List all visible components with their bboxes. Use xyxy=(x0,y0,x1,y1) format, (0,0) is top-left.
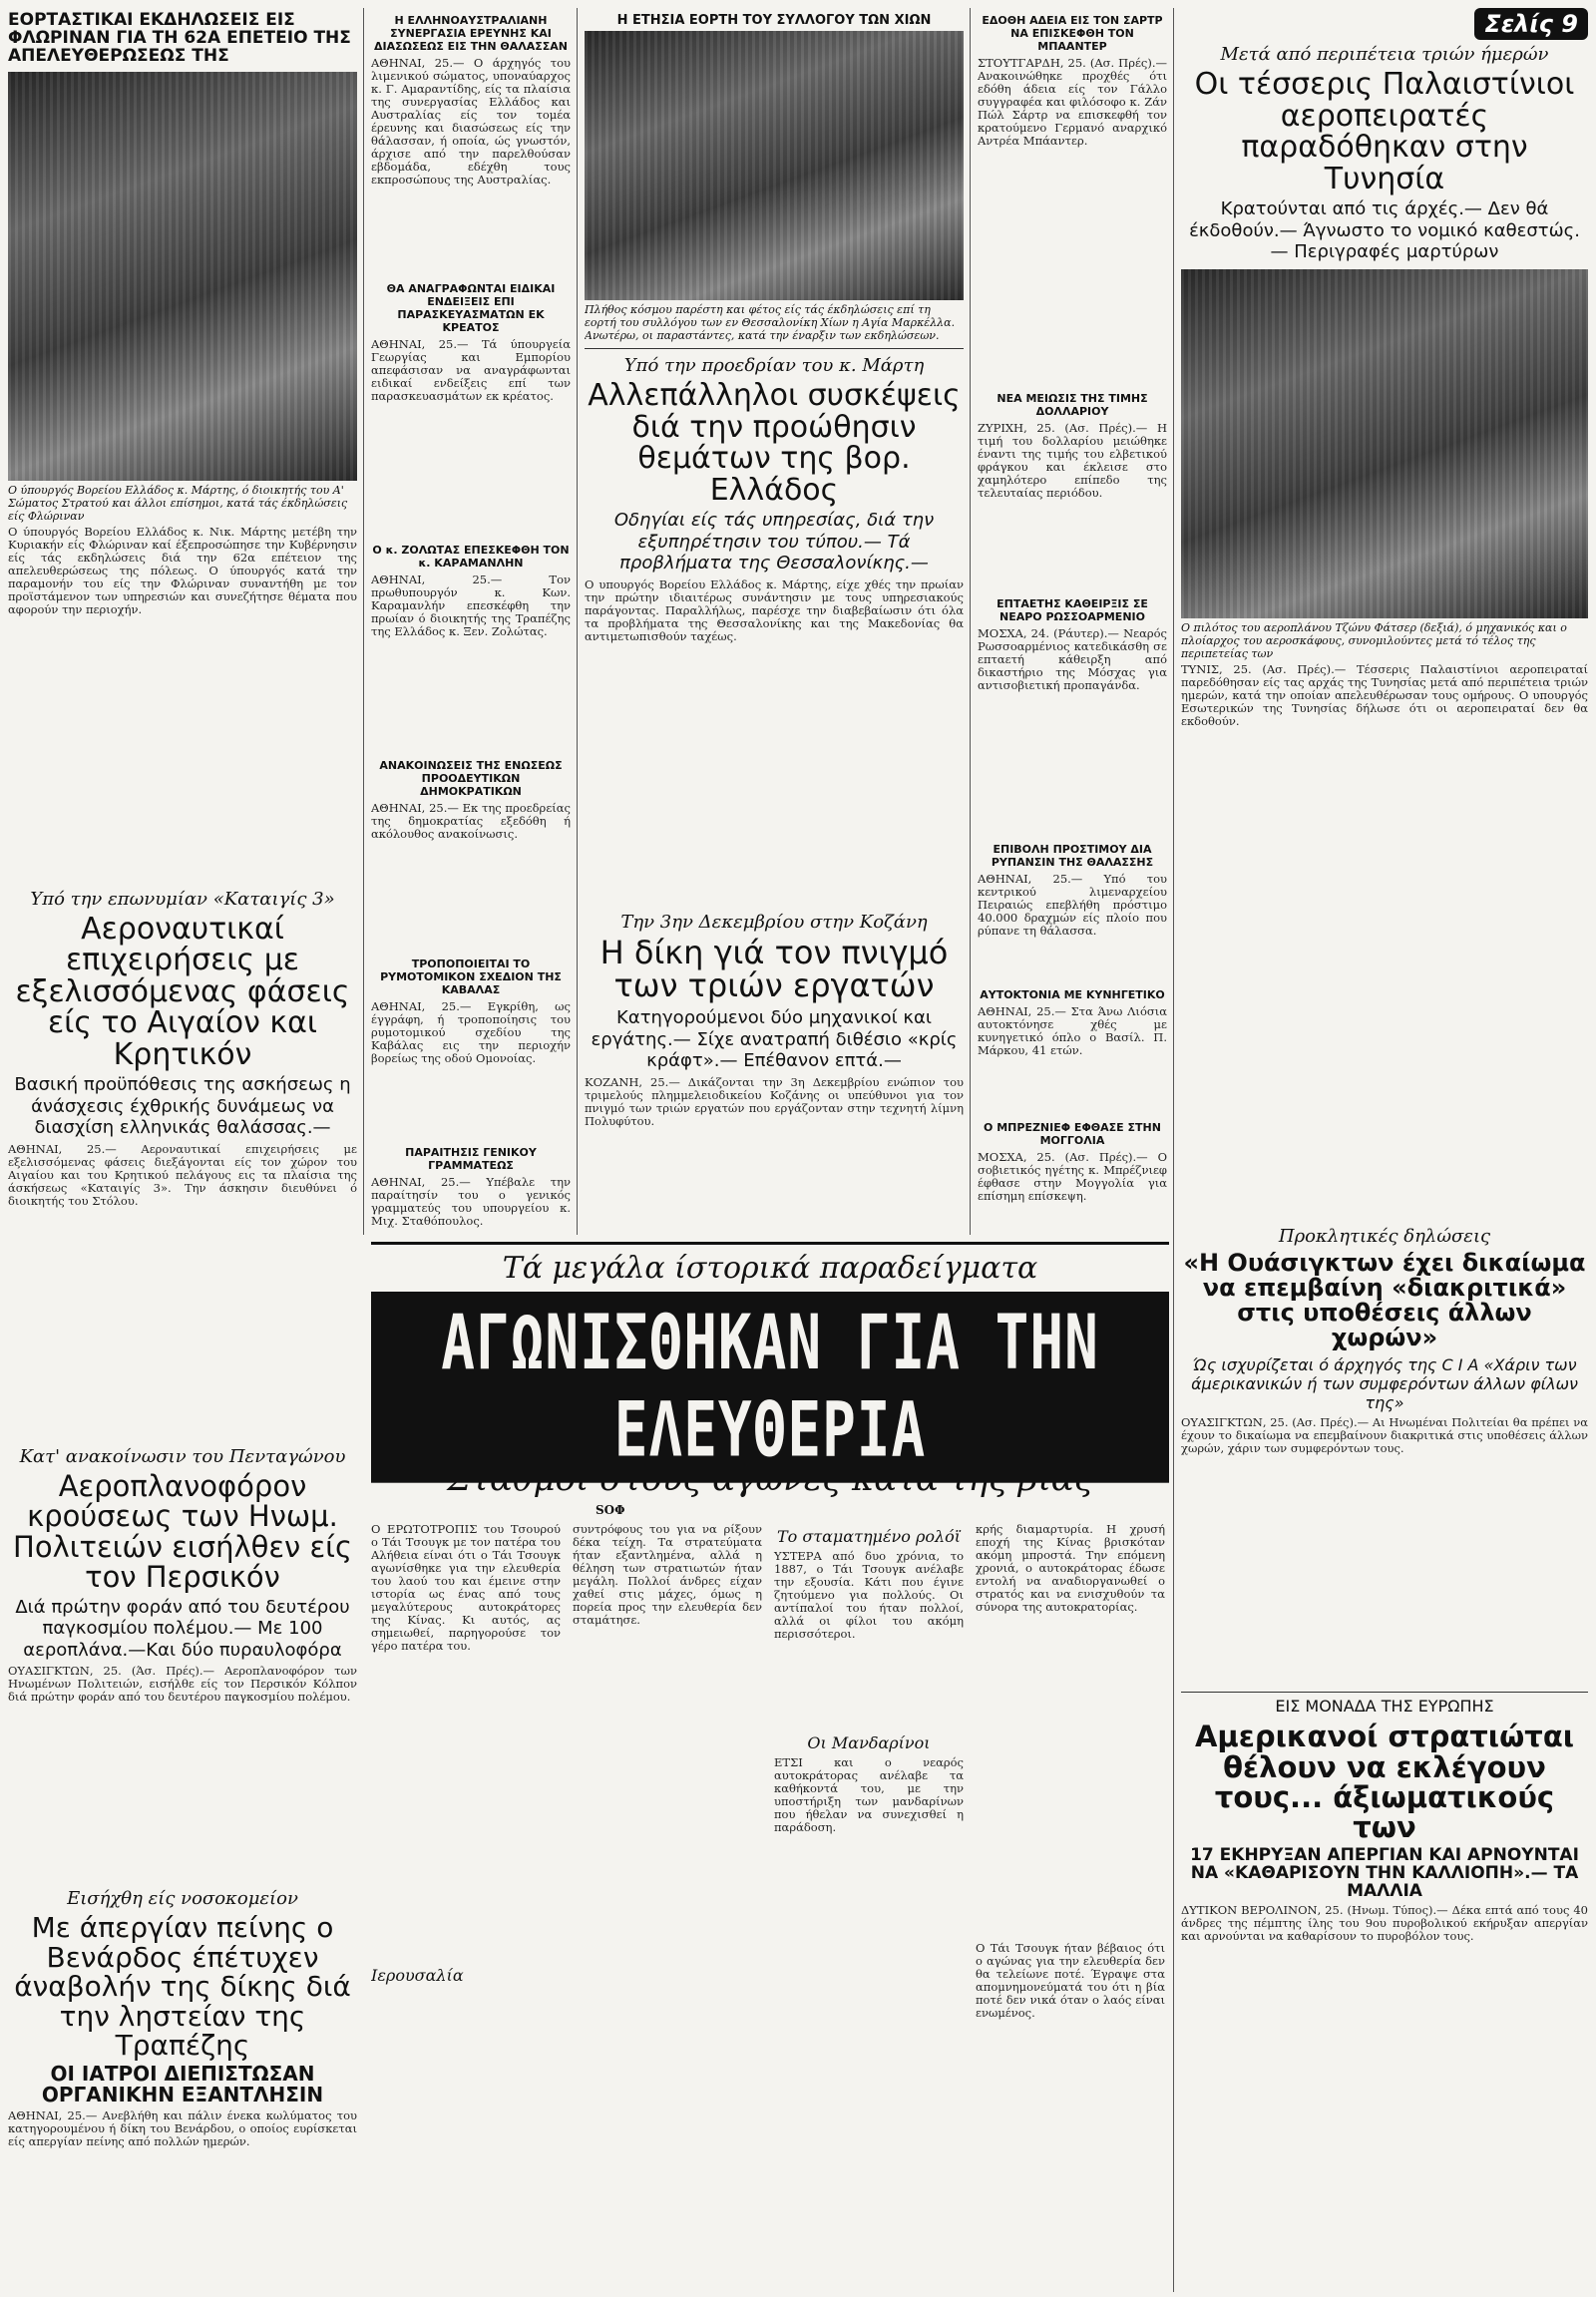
zolotas-heading: Ο κ. ΖΟΛΩΤΑΣ ΕΠΕΣΚΕΦΘΗ ΤΟΝ κ. ΚΑΡΑΜΑΝΛΗΝ xyxy=(372,544,570,570)
banner-jerusalem-sub: Ιερουσαλία xyxy=(371,1966,464,1985)
dollar-body: ΖΥΡΙΧΗ, 25. (Ασ. Πρές).— Η τιμή του δολλαρίου μειώθηκε έναντι της τιμής του ελβετικού φράγκου και έκλεισε στο χαμηλότερο επίπεδο της τελευταίας περιόδου. xyxy=(978,421,1167,500)
meat-products-body: ΑΘΗΝΑΙ, 25.— Τά ύπουργεία Γεωργίας και Εμπορίου απεφάσισαν να αναγράφωνται ειδικαί ενδείξεις επί των παρασκευασμάτων εκ κρέατος. xyxy=(371,337,571,403)
cia-article-body: ΟΥΑΣΙΓΚΤΩΝ, 25. (Ασ. Πρές).— Αι Ηνωμέναι Πολιτείαι θα πρέπει να έχουν το δικαίωμα να επεμβαίνουν διακριτικά στις υποθέσεις άλλων χωρών, χάριν των συμφερόντων τους. xyxy=(1181,1415,1588,1456)
pentagon-kicker: Κατ' ανακοίνωσιν του Πενταγώνου xyxy=(19,1445,346,1467)
carrier-article-body: ΟΥΑΣΙΓΚΤΩΝ, 25. (Άσ. Πρές).— Αεροπλανοφόρον των Ηνωμένων Πολιτειών, εισήλθε είς τον Περσικόν Κόλπον διά πρώτην φοράν από του δευτέρου παγκοσμίου πολέμου. xyxy=(8,1664,357,1705)
soldiers-article-body: ΔΥΤΙΚΟΝ ΒΕΡΟΛΙΝΟΝ, 25. (Ηνωμ. Τύπος).— Δέκα επτά από τους 40 άνδρες της πέμπτης ίλης του 9ου πυροβολικού εκήρυξαν απεργίαν και αρνούνται να καθαρίσουν το πυροβόλον τους. xyxy=(1181,1903,1588,1944)
column-rule-4 xyxy=(1173,8,1174,2292)
hijack-headline: Οι τέσσερις Παλαιστίνιοι αεροπειρατές παραδόθηκαν στην Τυνησία xyxy=(1194,67,1575,196)
column-2 xyxy=(371,8,571,1235)
pilot-photo-caption: Ο πιλότος του αεροπλάνου Τζώνυ Φάτσερ (δεξιά), ό μηχανικός και ο πλοίαρχος του αεροσκάφους, συνομιλούντες μετά τό τέλος της περιπετείας των xyxy=(1181,620,1567,660)
venardos-article-body: ΑΘΗΝΑΙ, 25.— Ανεβλήθη και πάλιν ένεκα κωλύματος του κατηγορουμένου ή δίκη του Βενάρδου, ο οποίος ευρίσκεται είς απεργίαν πείνης από πολλών ημερών. xyxy=(8,2108,357,2149)
kozani-headline: Η δίκη γιά τον πνιγμό των τριών εργατών xyxy=(599,933,949,1005)
marti-subheadline: Οδηγίαι είς τάς υπηρεσίας, διά την εξυπηρέτησιν του τύπου.— Τά προβλήματα της Θεσσαλονίκης.— xyxy=(613,510,935,574)
banner-column-c2: ΕΤΣΙ και ο νεαρός αυτοκράτορας ανέλαβε τα καθήκοντά του, με την υποστήριξη των μανδαρίνων που ήθελαν να συνεχισθεί η παράδοση. xyxy=(774,1755,964,1834)
kavala-plan-heading: ΤΡΟΠΟΠΟΙΕΙΤΑΙ ΤΟ ΡΥΜΟΤΟΜΙΚΟΝ ΣΧΕΔΙΟΝ ΤΗΣ ΚΑΒΑΛΑΣ xyxy=(380,957,562,996)
zolotas-body: ΑΘΗΝΑΙ, 25.— Τον πρωθυπουργόν κ. Κων. Καραμανλήν επεσκέφθη την πρωίαν ό διοικητής της Τραπέζης της Ελλάδος κ. Ξεν. Ζολώτας. xyxy=(371,573,571,638)
cia-headline: «Η Ουάσιγκτων έχει δικαίωμα να επεμβαίνη «διακριτικά» στις υποθέσεις άλλων χωρών» xyxy=(1183,1248,1586,1352)
cia-subheadline: Ώς ισχυρίζεται ό άρχηγός της C I A «Χάριν των άμερικανικών ή των συμφερόντων άλλων φίλων της» xyxy=(1191,1354,1578,1412)
pollution-fine-body: ΑΘΗΝΑΙ, 25.— Υπό του κεντρικού λιμεναρχείου Πειραιώς επεβλήθη πρόστιμο 40.000 δραχμών είς πλοίο που ρύπανε τη θάλασσα. xyxy=(978,872,1167,938)
brezhnev-body: ΜΟΣΧΑ, 25. (Ασ. Πρές).— Ο σοβιετικός ηγέτης κ. Μπρέζνιεφ έφθασε στην Μογγολία για επίσημη επίσκεψη. xyxy=(978,1150,1167,1203)
banner-byline: SOΦ xyxy=(596,1503,625,1517)
page-badge: Σελίς 9 xyxy=(1474,8,1588,40)
suicide-heading: ΑΥΤΟΚΤΟΝΙΑ ΜΕ ΚΥΝΗΓΕΤΙΚΟ xyxy=(980,988,1165,1001)
kataigis-headline: Αεροναυτικαί επιχειρήσεις με εξελισσόμενας φάσεις είς το Αιγαίον και Κρητικόν xyxy=(15,911,350,1072)
kozani-kicker: Την 3ην Δεκεμβρίου στην Κοζάνη xyxy=(620,911,928,933)
kataigis-kicker: Υπό την επωνυμίαν «Καταιγίς 3» xyxy=(30,888,335,910)
banner-column-a: Ο ΕΡΩΤΟΤΡΟΠΙΣ του Τσουρού ο Τάι Τσουγκ με τον πατέρα του Αλήθεια είναι ότι ο Τάι Τσουγκ αγωνίσθηκε για την ελευθερία του λαού του και έμεινε στην ιστορία ως ένας από τους μεγαλύτερους αυτοκράτορες της Κίνας. Κι αυτός, ας σημειωθεί, παρηγορούσε τον γέρο πατέρα του. xyxy=(371,1522,561,1653)
banner-top-rule xyxy=(371,1242,1169,1245)
marti-article-body: Ο υπουργός Βορείου Ελλάδος κ. Μάρτης, είχε χθές την πρωίαν την πρώτην ιδιαιτέρως συνάντησιν με τους υπηρεσιακούς παράγοντας. Παραλλήλως, παρέσχε την διαβεβαίωσιν ότι όλα τα προβλήματα της Θεσσαλονίκης και της Μακεδονίας θα αντιμετωπισθούν ταχέως. xyxy=(585,576,964,643)
kozani-subheadline: Κατηγορούμενοι δύο μηχανικοί και εργάτης.— Σίχε ανατραπή διθέσιο «κρίς κράφτ».— Επέθανον επτά.— xyxy=(591,1006,958,1072)
florina-photo xyxy=(8,72,357,481)
sartre-body: ΣΤΟΥΤΓΑΡΔΗ, 25. (Ασ. Πρές).— Ανακοινώθηκε προχθές ότι εδόθη άδεια είς τον Γάλλο συγγραφέα και φιλόσοφο κ. Ζάν Πώλ Σάρτρ να επισκεφθή τον κρατούμενο Γερμανό αναρχικό Αντρέα Μπάαντερ. xyxy=(978,56,1167,148)
cia-kicker: Προκλητικές δηλώσεις xyxy=(1278,1225,1491,1247)
brezhnev-heading: Ο ΜΠΡΕΖΝΙΕΦ ΕΦΘΑΣΕ ΣΤΗΝ ΜΟΓΓΟΛΙΑ xyxy=(984,1121,1161,1147)
carrier-headline: Αεροπλανοφόρον κρούσεως των Ηνωμ. Πολιτειών εισήλθεν είς τον Περσικόν xyxy=(13,1468,352,1595)
kavala-plan-body: ΑΘΗΝΑΙ, 25.— Εγκρίθη, ως έγγράφη, ή τροποποίησις του ρυμοτομικού σχεδίου της Καβάλας εις την περιοχήν βορείως της οδού Ομονοίας. xyxy=(371,999,571,1065)
democrats-body: ΑΘΗΝΑΙ, 25.— Εκ της προεδρείας της δημοκρατίας εξεδόθη ή ακόλουθος ανακοίνωσις. xyxy=(371,801,571,841)
banner-column-b: συντρόφους του για να ρίξουν δέκα τείχη. Τα στρατεύματα ήταν εξαντλημένα, αλλά η θέληση των στρατιωτών ήταν μεγάλη. Πολλοί άνδρες είχαν χαθεί στις μάχες, όμως η πορεία προς την ελευθερία δεν σταμάτησε. xyxy=(573,1522,762,1627)
banner-column-d: κρής διαμαρτυρία. Η χρυσή εποχή της Κίνας βρισκόταν ακόμη μπροστά. Την επόμενη χρονιά, ο αυτοκράτορας έδωσε εντολή να αναδιοργανωθεί ο στρατός και να ενισχυθούν τα σύνορα της αυτοκρατορίας. xyxy=(976,1522,1165,1614)
col1-top-heading: ΕΟΡΤΑΣΤΙΚΑΙ ΕΚΔΗΛΩΣΕΙΣ ΕΙΣ ΦΛΩΡΙΝΑΝ ΓΙΑ ΤΗ 62Α ΕΠΕΤΕΙΟ ΤΗΣ ΑΠΕΛΕΥΘΕΡΩΣΕΩΣ ΤΗΣ xyxy=(8,10,351,66)
resignation-heading: ΠΑΡΑΙΤΗΣΙΣ ΓΕΝΙΚΟΥ ΓΡΑΜΜΑΤΕΩΣ xyxy=(405,1146,537,1172)
resignation-body: ΑΘΗΝΑΙ, 25.— Υπέβαλε την παραίτησίν του ο γενικός γραμματεύς του υπουργείου κ. Μιχ. Σταθόπουλος. xyxy=(371,1175,571,1228)
column-rule-1 xyxy=(363,8,364,1235)
banner-mandarins-sub: Οι Μανδαρίνοι xyxy=(807,1733,931,1752)
suicide-body: ΑΘΗΝΑΙ, 25.— Στα Άνω Λιόσια αυτοκτόνησε χθές με κυνηγετικό όπλο ο Βασίλ. Π. Μάρκου, 41 ετών. xyxy=(978,1004,1167,1057)
banner-title: ΑΓΩΝΙΣΘΗΚΑΝ ΓΙΑ ΤΗΝ ΕΛΕΥΘΕΡΙΑ xyxy=(371,1292,1169,1483)
banner-stopped-clock-sub: Το σταματημένο ρολόϊ xyxy=(776,1527,962,1546)
pollution-fine-heading: ΕΠΙΒΟΛΗ ΠΡΟΣΤΙΜΟΥ ΔΙΑ ΡΥΠΑΝΣΙΝ ΤΗΣ ΘΑΛΑΣΣΗΣ xyxy=(991,843,1154,869)
hijack-kicker: Μετά από περιπέτεια τριών ήμερών xyxy=(1220,44,1549,65)
chios-rule xyxy=(585,348,964,349)
florina-photo-caption: Ο ύπουργός Βορείου Ελλάδος κ. Μάρτης, ό διοικητής του Α' Σώματος Στρατού και άλλοι επίσημοι, κατά τάς έκδηλώσεις είς Φλώριναν xyxy=(8,483,348,523)
pilot-photo xyxy=(1181,269,1588,618)
australia-body: ΑΘΗΝΑΙ, 25.— Ο άρχηγός του λιμενικού σώματος, υποναύαρχος κ. Γ. Αμαραντίδης, είς τα πλαίσια της συνεργασίας Ελλάδος και Αυστραλίας είς τον τομέα έρευνης και διασώσεως είς την θάλασσαν, ή οποία, ώς γνωστόν, άρχισε από την παρελθούσαν εβδομάδα, εδέχθη τους εκπροσώπους της Αυστραλίας. xyxy=(371,56,571,187)
banner-column-c: ΥΣΤΕΡΑ από δυο χρόνια, το 1887, ο Τάι Τσουγκ ανέλαβε την εξουσία. Κάτι που έγινε ζητούμενο για πολλούς. Οι αντίπαλοί του ήταν πολλοί, αλλά οι φίλοι του ακόμη περισσότεροι. xyxy=(774,1549,964,1641)
chios-photo xyxy=(585,31,964,300)
banner-kicker: Τά μεγάλα ίστορικά παραδείγματα xyxy=(502,1251,1038,1286)
hospital-kicker: Εισήχθη είς νοσοκομείον xyxy=(67,1888,298,1910)
kataigis-subheadline: Βασική προϋπόθεσις της ασκήσεως η άνάσχεσις έχθρικής δυνάμεως να διασχίση ελληνικάς θαλάσσας.— xyxy=(14,1074,351,1139)
column-3 xyxy=(585,8,964,1235)
europe-unit-kicker: ΕΙΣ ΜΟΝΑΔΑ ΤΗΣ ΕΥΡΩΠΗΣ xyxy=(1181,1692,1588,1716)
hijack-subheadline: Κρατούνται από τις άρχές.— Δεν θά έκδοθούν.— Άγνωστο το νομικό καθεστώς.— Περιγραφές μαρτύρων xyxy=(1189,198,1580,263)
chios-photo-heading: Η ΕΤΗΣΙΑ ΕΟΡΤΗ ΤΟΥ ΣΥΛΛΟΓΟΥ ΤΩΝ ΧΙΩΝ xyxy=(616,13,932,28)
doctors-headline: ΟΙ ΙΑΤΡΟΙ ΔΙΕΠΙΣΤΩΣΑΝ ΟΡΓΑΝΙΚΗΝ ΕΞΑΝΤΛΗΣΙΝ xyxy=(41,2062,324,2107)
column-rule-3 xyxy=(970,8,971,1235)
chios-photo-caption: Πλήθος κόσμου παρέστη και φέτος είς τάς έκδηλώσεις επί τη εορτή του συλλόγου των εν Θεσσαλονίκη Χίων η Αγία Μαρκέλλα. Ανωτέρω, οι παραστάντες, κατά την έναρξιν των εκδηλώσεων. xyxy=(585,303,956,342)
soldiers-headline: Αμερικανοί στρατιώται θέλουν να εκλέγουν τους... άξιωματικούς των xyxy=(1194,1720,1575,1845)
column-5 xyxy=(1181,8,1588,2292)
armenian-heading: ΕΠΤΑΕΤΗΣ ΚΑΘΕΙΡΞΙΣ ΣΕ ΝΕΑΡΟ ΡΩΣΣΟΑΡΜΕΝΙΟ xyxy=(997,597,1148,623)
australia-heading: Η ΕΛΛΗΝΟΑΥΣΤΡΑΛΙΑΝΗ ΣΥΝΕΡΓΑΣΙΑ ΕΡΕΥΝΗΣ ΚΑΙ ΔΙΑΣΩΣΕΩΣ ΕΙΣ ΤΗΝ ΘΑΛΑΣΣΑΝ xyxy=(373,14,569,53)
carrier-subheadline: Διά πρώτην φοράν από του δευτέρου παγκοσμίου πολέμου.— Με 100 αεροπλάνα.—Και δύο πυραυλοφόρα xyxy=(15,1596,350,1661)
armenian-body: ΜΟΣΧΑ, 24. (Ράυτερ).— Νεαρός Ρωσσοαρμένιος κατεδικάσθη σε επταετή κάθειρξη από δικαστήριο της Μόσχας για αντισοβιετική προπαγάνδα. xyxy=(978,626,1167,692)
kozani-article-body: ΚΟΖΑΝΗ, 25.— Δικάζονται την 3η Δεκεμβρίου ενώπιον του τριμελούς πλημμελειοδικείου Κοζάνης οι υπεύθυνοι για τον πνιγμό των τριών εργατών που εργάζονταν στην τεχνητή λίμνη Πολυφύτου. xyxy=(585,1074,964,1128)
marti-kicker: Υπό την προεδρίαν του κ. Μάρτη xyxy=(623,355,925,376)
venardos-headline: Με άπεργίαν πείνης ο Βενάρδος έπέτυχεν άναβολήν της δίκης διά την ληστείαν της Τραπέζης xyxy=(14,1911,351,2062)
hijack-article-body: ΤΥΝΙΣ, 25. (Ασ. Πρές).— Τέσσερις Παλαιστίνιοι αεροπειραταί παρεδόθησαν είς τας αρχάς της Τυνησίας μετά από περιπέτεια τριών ημερών, κατά την οποίαν απελευθέρωσαν τους ομήρους. Ο υπουργός Εσωτερικών της Τυνησίας δήλωσε ότι οι αεροπειραταί δεν θα εκδοθούν. xyxy=(1181,661,1588,728)
banner-column-e: Ο Τάι Τσουγκ ήταν βέβαιος ότι ο αγώνας για την ελευθερία δεν θα τελείωνε ποτέ. Έγραψε στα απομνημονεύματά του ότι η βία ποτέ δεν νικά όταν ο λαός είναι ενωμένος. xyxy=(976,1941,1165,2020)
banner-feature xyxy=(371,1242,1169,2289)
democrats-heading: ΑΝΑΚΟΙΝΩΣΕΙΣ ΤΗΣ ΕΝΩΣΕΩΣ ΠΡΟΟΔΕΥΤΙΚΩΝ ΔΗΜΟΚΡΑΤΙΚΩΝ xyxy=(379,759,563,798)
soldiers-subheadline: 17 ΕΚΗΡΥΞΑΝ ΑΠΕΡΓΙΑΝ ΚΑΙ ΑΡΝΟΥΝΤΑΙ ΝΑ «ΚΑΘΑΡΙΣΟΥΝ ΤΗΝ ΚΑΛΛΙΟΠΗ».— ΤΑ ΜΑΛΛΙΑ xyxy=(1190,1844,1579,1901)
kataigis-article-body: ΑΘΗΝΑΙ, 25.— Αεροναυτικαί επιχειρήσεις με εξελισσόμενας φάσεις διεξάγονται είς τον χώρον του Αιγαίου και του Κρητικού πελάγους εις τα πλαίσια της άσκήσεως «Καταιγίς 3». Την άσκησιν διευθύνει ό διοικητής του Στόλου. xyxy=(8,1141,357,1208)
dollar-heading: ΝΕΑ ΜΕΙΩΣΙΣ ΤΗΣ ΤΙΜΗΣ ΔΟΛΛΑΡΙΟΥ xyxy=(997,392,1148,418)
meat-products-heading: ΘΑ ΑΝΑΓΡΑΦΩΝΤΑΙ ΕΙΔΙΚΑΙ ΕΝΔΕΙΞΕΙΣ ΕΠΙ ΠΑΡΑΣΚΕΥΑΣΜΑΤΩΝ ΕΚ ΚΡΕΑΤΟΣ xyxy=(386,282,556,334)
marti-headline: Αλλεπάλληλοι συσκέψεις διά την προώθησιν θεμάτων της βορ. Ελλάδος xyxy=(588,378,961,508)
column-4 xyxy=(978,8,1167,1235)
column-1 xyxy=(8,8,357,2292)
florina-article-body: Ο ύπουργός Βορείου Ελλάδος κ. Νικ. Μάρτης μετέβη την Κυριακήν είς Φλώριναν καί έξεπροσώπησε την Κυβέρνησιν είς τάς εκδηλώσεις διά την 62α επέτειον της απελευθερώσεως της πόλεως. Ο ύπουργός κατά την παραμονήν του είς την Φλώριναν συναντήθη με τον προϊστάμενον των υπηρεσιών και συνεζήτησε θέματα που αφορούν την περιοχήν. xyxy=(8,524,357,616)
column-rule-2 xyxy=(577,8,578,1235)
sartre-heading: ΕΔΟΘΗ ΑΔΕΙΑ ΕΙΣ ΤΟΝ ΣΑΡΤΡ ΝΑ ΕΠΙΣΚΕΦΘΗ ΤΟΝ ΜΠΑΑΝΤΕΡ xyxy=(982,14,1163,53)
